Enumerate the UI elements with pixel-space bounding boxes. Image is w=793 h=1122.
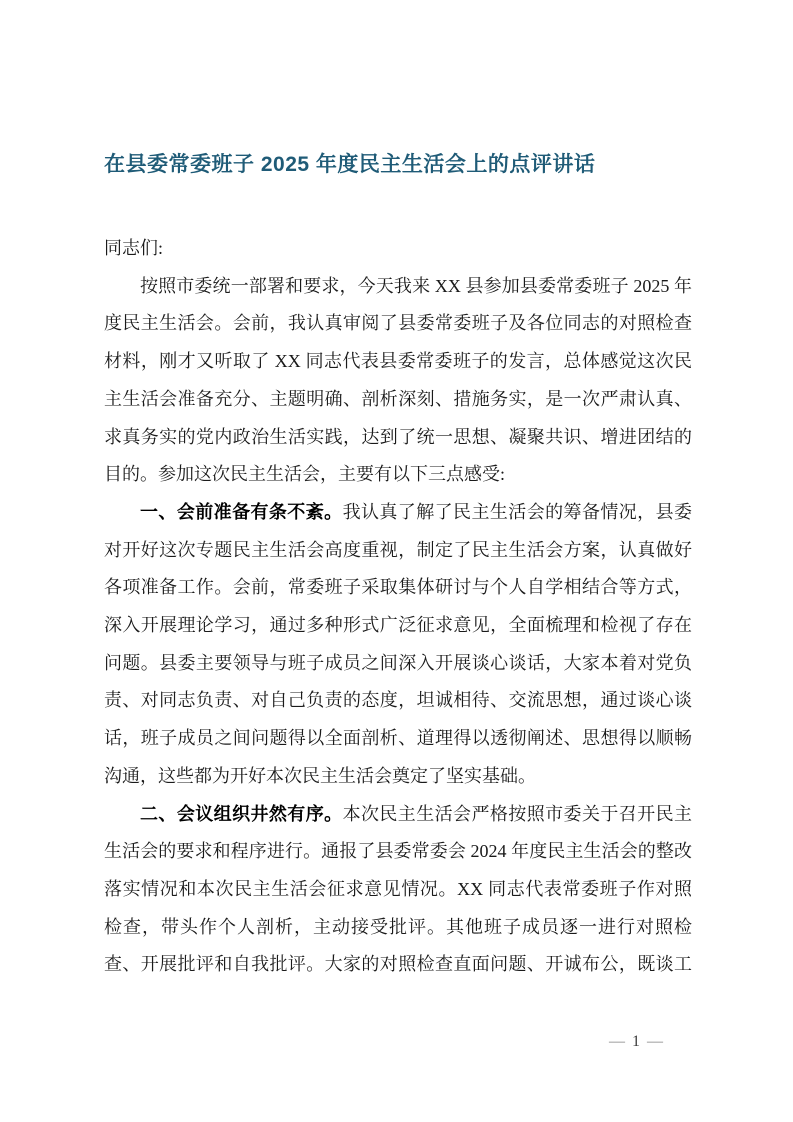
paragraph-point-1: [104, 494, 692, 796]
paragraph-text: 我认真了解了民主生活会的筹备情况，县委对开好这次专题民主生活会高度重视，制定了民主生活会方案，认真做好各项准备工作。会前，常委班子采取集体研讨与个人自学相结合等方式，深入开展理论学习，通过多种形式广泛征求意见，全面梳理和检视了存在问题。县委主要领导与班子成员之间深入开展谈心谈话，大家本着对党负责、对同志负责、对自己负责的态度，坦诚相待、交流思想，通过谈心谈话，班子成员之间问题得以全面剖析、道理得以透彻阐述、思想得以顺畅沟通，这些都为开好本次民主生活会奠定了坚实基础。: [104, 501, 693, 786]
page-number: 1: [632, 1033, 640, 1050]
paragraph-intro: [104, 268, 692, 494]
paragraph-lead: 一、会前准备有条不紊。: [140, 501, 343, 522]
footer-dash-left: —: [609, 1033, 625, 1050]
footer-dash-right: —: [647, 1033, 663, 1050]
paragraph-point-2: [104, 796, 692, 985]
document-body: [104, 230, 692, 984]
paragraph-text: 本次民主生活会严格按照市委关于召开民主生活会的要求和程序进行。通报了县委常委会 2024 年度民主生活会的整改落实情况和本次民主生活会征求意见情况。XX 同志代表常委班子作对照检查，带头作个人剖析，主动接受批评。其他班子成员逐一进行对照检查、开展批评和自我批评。大家的对照检查直面问题、开诚布公，既谈工: [104, 803, 693, 975]
page-footer: [596, 1030, 676, 1054]
paragraph-lead: 二、会议组织井然有序。: [140, 803, 343, 824]
paragraph-text: 按照市委统一部署和要求，今天我来 XX 县参加县委常委班子 2025 年度民主生活会。会前，我认真审阅了县委常委班子及各位同志的对照检查材料，刚才又听取了 XX 同志代表县委常委班子的发言，总体感觉这次民主生活会准备充分、主题明确、剖析深刻、措施务实，是一次严肃认真、求真务实的党内政治生活实践，达到了统一思想、凝聚共识、增进团结的目的。参加这次民主生活会，主要有以下三点感受:: [104, 275, 692, 485]
page-title: 在县委常委班子 2025 年度民主生活会上的点评讲话: [104, 153, 596, 176]
salutation: 同志们:: [104, 238, 164, 258]
